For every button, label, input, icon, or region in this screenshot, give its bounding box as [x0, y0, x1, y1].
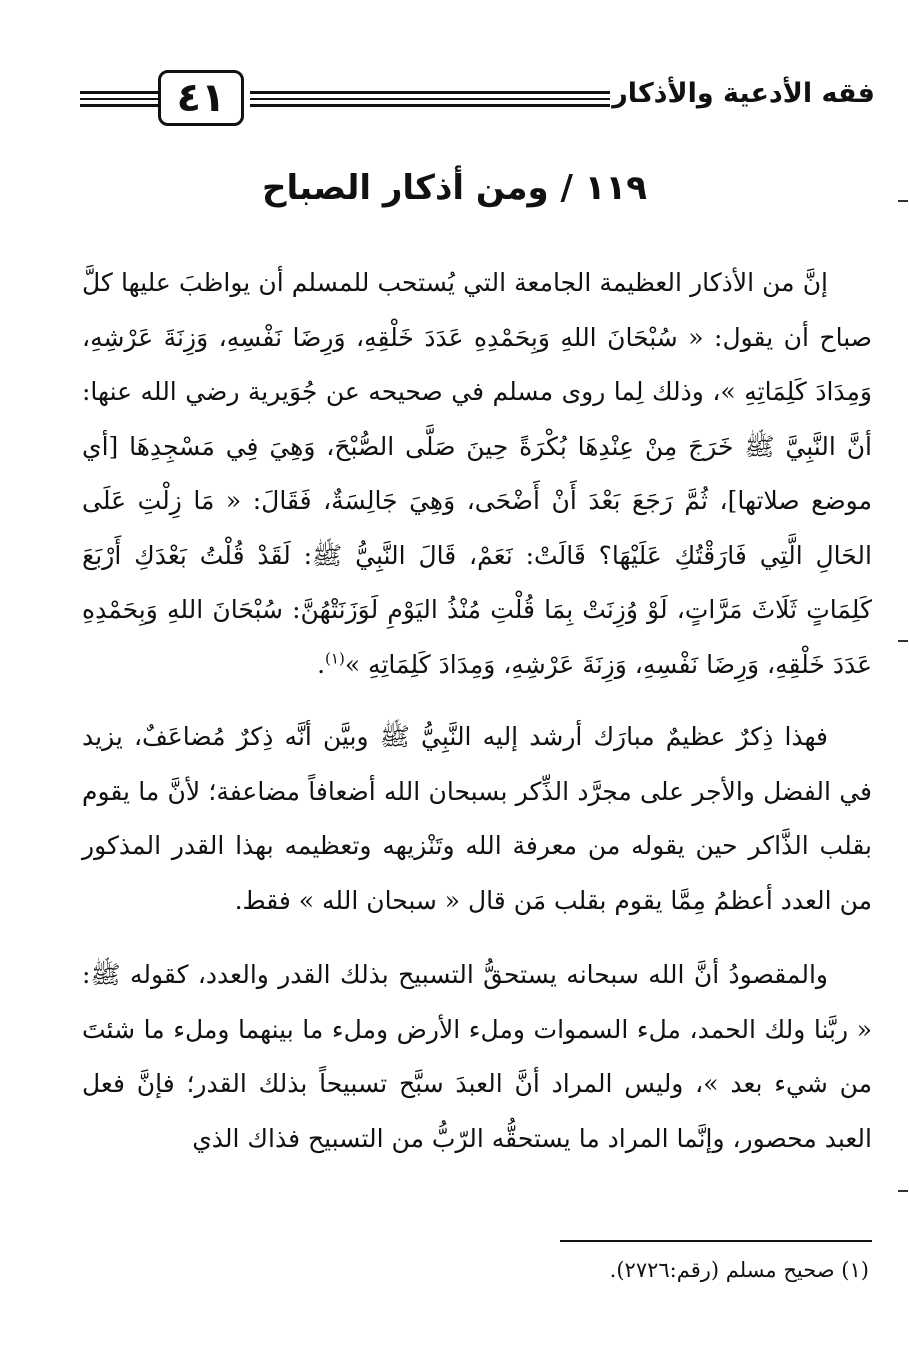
header-rule	[250, 104, 610, 107]
paragraph-text: إنَّ من الأذكار العظيمة الجامعة التي يُستحب للمسلم أن يواظبَ عليها كلَّ صباح أن يقول: « سُبْحَانَ اللهِ وَبِحَمْدِهِ عَدَدَ خَلْقِهِ، وَرِضَا نَفْسِهِ، وَزِنَةَ عَرْشِهِ، وَمِدَادَ كَلِمَاتِهِ »، وذلك لِما روى مسلم في صحيحه عن جُوَيرية رضي الله عنها: أنَّ النَّبِيَّ ﷺ خَرَجَ مِنْ عِنْدِهَا بُكْرَةً حِينَ صَلَّى الصُّبْحَ، وَهِيَ فِي مَسْجِدِهَا [أي موضع صلاتها]، ثُمَّ رَجَعَ بَعْدَ أَنْ أَضْحَى، وَهِيَ جَالِسَةٌ، فَقَالَ: « مَا زِلْتِ عَلَى الحَالِ الَّتِي فَارَقْتُكِ عَلَيْهَا؟ قَالَتْ: نَعَمْ، قَالَ النَّبِيُّ ﷺ: لَقَدْ قُلْتُ بَعْدَكِ أَرْبَعَ كَلِمَاتٍ ثَلَاثَ مَرَّاتٍ، لَوْ وُزِنَتْ بِمَا قُلْتِ مُنْذُ اليَوْمِ لَوَزَنَتْهُنَّ: سُبْحَانَ اللهِ وَبِحَمْدِهِ عَدَدَ خَلْقِهِ، وَرِضَا نَفْسِهِ، وَزِنَةَ عَرْشِهِ، وَمِدَادَ كَلِمَاتِهِ »	[82, 268, 872, 679]
margin-mark	[898, 1190, 908, 1192]
paragraph-text: فهذا ذِكرٌ عظيمٌ مبارَك أرشد إليه النَّبِيُّ ﷺ وبيَّن أنَّه ذِكرٌ مُضاعَفٌ، يزيد في الفضل والأجر على مجرَّد الذِّكر بسبحان الله أضعافاً مضاعفة؛ لأنَّ ما يقوم بقلب الذَّاكر حين يقوله من معرفة الله وتَنْزيهه وتعظيمه بهذا القدر المذكور من العدد أعظمُ مِمَّا يقوم بقلب مَن قال « سبحان الله » فقط.	[82, 722, 872, 915]
paragraph	[82, 710, 872, 928]
page-header	[80, 64, 875, 134]
section-title: ١١٩ / ومن أذكار الصباح	[261, 168, 648, 208]
footnote: (١) صحيح مسلم (رقم:٢٧٢٦).	[609, 1258, 869, 1282]
header-rule	[80, 98, 158, 100]
paragraph-tail: .	[317, 649, 326, 679]
header-rule	[250, 91, 610, 94]
paragraph-text: والمقصودُ أنَّ الله سبحانه يستحقُّ التسبيح بذلك القدر والعدد، كقوله ﷺ: « ربَّنا ولك الحمد، ملء السموات وملء الأرض وملء ما بينهما وملء ما شئتَ من شيء بعد »، وليس المراد أنَّ العبدَ سبَّح تسبيحاً بذلك القدر؛ فإنَّ فعل العبد محصور، وإنَّما المراد ما يستحقُّه الرّبُّ من التسبيح فذاك الذي	[82, 960, 872, 1153]
header-rule	[80, 104, 158, 107]
header-rule	[250, 98, 610, 100]
footnote-reference[interactable]: (١)	[325, 649, 345, 668]
footnote-separator	[560, 1240, 872, 1242]
page-number: ٤١	[158, 70, 244, 126]
paragraph	[82, 256, 872, 692]
book-title: فقه الأدعية والأذكار	[612, 78, 875, 109]
header-rule	[80, 91, 158, 94]
margin-mark	[898, 200, 908, 202]
margin-mark	[898, 640, 908, 642]
body-text	[82, 256, 872, 1186]
paragraph	[82, 948, 872, 1166]
